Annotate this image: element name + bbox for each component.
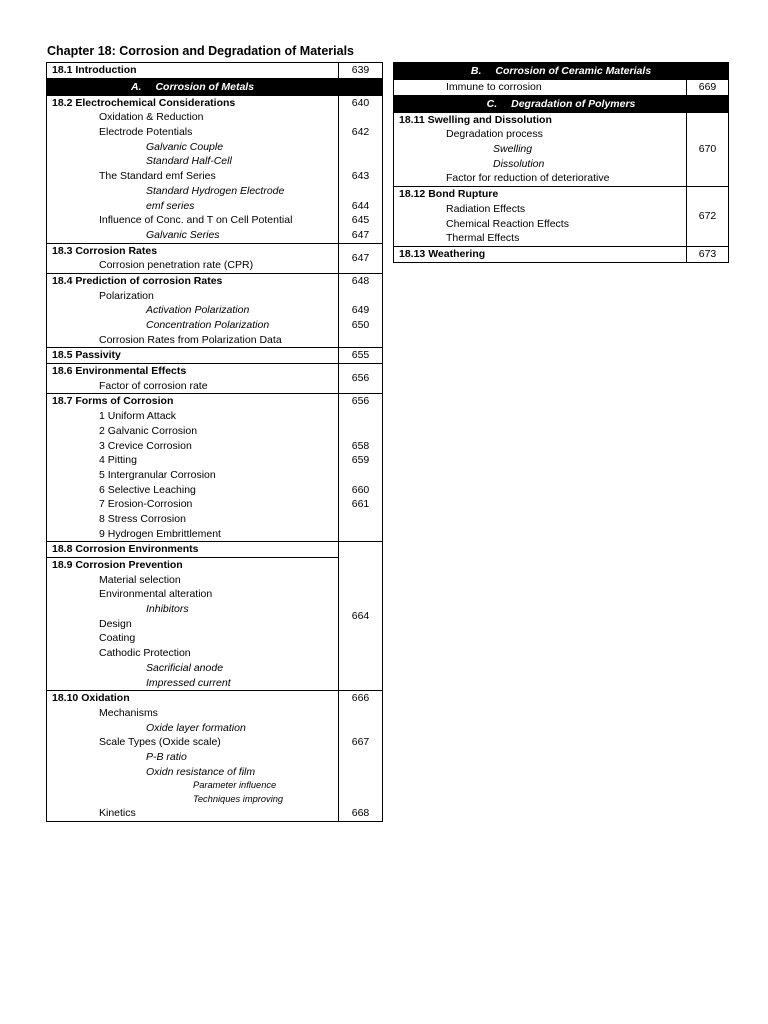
page-number: [339, 184, 382, 199]
page-number: 660: [351, 483, 370, 496]
page-number: [339, 750, 382, 765]
page-number: [339, 333, 382, 348]
page-number: [339, 154, 382, 169]
toc-entry: Environmental alteration: [99, 588, 213, 601]
toc-row-18-6: [47, 364, 383, 394]
part-letter: A.: [130, 80, 142, 93]
toc-entry: Design: [99, 617, 132, 630]
toc-row-18-1: [47, 63, 383, 79]
page-number: 669: [698, 81, 717, 93]
toc-entry: 1 Uniform Attack: [99, 410, 177, 423]
toc-entry: Thermal Effects: [446, 232, 520, 245]
page-number: 656: [351, 372, 370, 385]
part-header-a: [47, 78, 383, 95]
section-heading: 18.3 Corrosion Rates: [52, 244, 158, 257]
page-number: 668: [351, 807, 370, 820]
toc-row-18-4: [47, 273, 383, 347]
toc-subentry: emf series: [146, 199, 195, 212]
page-number: [339, 721, 382, 736]
page-number: 659: [351, 454, 370, 467]
toc-entry: Corrosion penetration rate (CPR): [99, 259, 254, 272]
toc-entry: Kinetics: [99, 807, 136, 820]
page-number: 649: [351, 304, 370, 317]
toc-row-18-7: [47, 394, 383, 542]
section-heading: 18.2 Electrochemical Considerations: [52, 96, 236, 109]
toc-entry: Oxidation & Reduction: [99, 111, 204, 124]
toc-subentry: Standard Hydrogen Electrode: [146, 184, 285, 197]
toc-entry: Scale Types (Oxide scale): [99, 736, 221, 749]
toc-entry: Degradation process: [446, 128, 543, 141]
page-number: 648: [351, 274, 370, 287]
page-number: 673: [698, 247, 717, 260]
toc-subentry: Standard Half-Cell: [146, 155, 232, 168]
part-title: Corrosion of Ceramic Materials: [495, 65, 652, 77]
page-number: 647: [351, 251, 370, 264]
toc-entry: Factor of corrosion rate: [99, 379, 208, 392]
page-number: 667: [351, 736, 370, 749]
page-number: [339, 706, 382, 721]
toc-row-18-5: [47, 348, 383, 364]
page-number: [339, 512, 382, 527]
page-number: [339, 289, 382, 304]
page-number: 643: [351, 170, 370, 183]
toc-entry: 3 Crevice Corrosion: [99, 439, 192, 452]
toc-subentry: Swelling: [493, 143, 533, 156]
section-heading: 18.9 Corrosion Prevention: [52, 559, 183, 571]
toc-table-metals: [46, 62, 383, 822]
page-number: 644: [351, 199, 370, 212]
section-heading: 18.5 Passivity: [52, 349, 121, 362]
toc-entry: Chemical Reaction Effects: [446, 217, 569, 230]
page-number: 640: [351, 96, 370, 109]
toc-row-18-2: [47, 95, 383, 243]
toc-subentry: Concentration Polarization: [146, 319, 270, 331]
section-heading: 18.7 Forms of Corrosion: [52, 395, 174, 408]
toc-entry: 9 Hydrogen Embrittlement: [99, 527, 221, 540]
page-number: [339, 468, 382, 483]
toc-subentry: Galvanic Couple: [146, 140, 224, 153]
section-heading: 18.6 Environmental Effects: [52, 365, 187, 378]
page-number: 642: [351, 126, 370, 139]
page-number: 661: [351, 498, 370, 511]
toc-entry: Radiation Effects: [446, 202, 526, 215]
toc-table-ceramics-polymers: [393, 62, 729, 263]
toc-entry: Coating: [99, 632, 136, 645]
toc-subentry: Oxidn resistance of film: [146, 765, 256, 778]
page-number: [339, 765, 382, 780]
page-number: [339, 140, 382, 155]
page-number: 645: [351, 214, 370, 227]
section-heading: 18.13 Weathering: [399, 247, 486, 260]
part-header-b: [394, 63, 729, 80]
toc-entry: Corrosion Rates from Polarization Data: [99, 333, 282, 346]
part-title: Degradation of Polymers: [511, 97, 636, 110]
toc-entry: 2 Galvanic Corrosion: [99, 424, 198, 437]
toc-subentry: Sacrificial anode: [146, 661, 224, 674]
toc-entry: Polarization: [99, 289, 154, 302]
toc-row-18-11: [394, 112, 729, 186]
toc-row-18-10: [47, 691, 383, 822]
section-heading: 18.11 Swelling and Dissolution: [399, 113, 552, 126]
section-heading: 18.12 Bond Rupture: [399, 188, 499, 201]
page-number: [339, 409, 382, 424]
toc-entry: Influence of Conc. and T on Cell Potential: [99, 214, 293, 227]
toc-entry: 8 Stress Corrosion: [99, 512, 186, 525]
page-number: 666: [351, 692, 370, 705]
toc-subentry: Galvanic Series: [146, 228, 220, 241]
toc-entry: Electrode Potentials: [99, 126, 193, 139]
page-number: 639: [351, 64, 370, 76]
toc-entry: 6 Selective Leaching: [99, 483, 196, 496]
page-number: 670: [698, 143, 717, 156]
page-number: [339, 527, 382, 542]
toc-subentry: Inhibitors: [146, 603, 189, 616]
toc-subentry: P-B ratio: [146, 750, 187, 763]
page-number: 647: [351, 228, 370, 241]
part-title: Corrosion of Metals: [155, 80, 255, 93]
section-heading: 18.4 Prediction of corrosion Rates: [52, 274, 223, 287]
section-heading: 18.10 Oxidation: [52, 692, 130, 705]
toc-subsubentry: Parameter influence: [193, 780, 277, 791]
page-number: 656: [351, 395, 370, 408]
toc-entry: 5 Intergranular Corrosion: [99, 468, 216, 481]
toc-row-immune: [394, 80, 729, 96]
page-title: Chapter 18: Corrosion and Degradation of Materials: [47, 44, 354, 58]
toc-row-18-3: [47, 243, 383, 273]
page-number: [339, 424, 382, 439]
toc-entry: Cathodic Protection: [99, 647, 191, 660]
page-number: 672: [698, 210, 717, 223]
page-number: 655: [351, 349, 370, 362]
page-number: 664: [351, 609, 370, 622]
page-number: [339, 779, 382, 793]
page-number: 650: [351, 319, 370, 331]
part-letter: B.: [470, 65, 482, 77]
toc-row-18-9: [47, 558, 383, 691]
page-number: 658: [351, 439, 370, 452]
page-number: [339, 110, 382, 125]
toc-subentry: Impressed current: [146, 676, 231, 689]
part-header-c: [394, 95, 729, 112]
toc-subentry: Dissolution: [493, 157, 545, 170]
part-letter: C.: [486, 97, 498, 110]
section-heading: 18.1 Introduction: [52, 64, 137, 76]
toc-subentry: Oxide layer formation: [146, 721, 246, 734]
toc-entry: Factor for reduction of deteriorative: [446, 172, 610, 185]
toc-subentry: Activation Polarization: [146, 304, 250, 317]
toc-entry: Mechanisms: [99, 706, 158, 719]
section-heading: 18.8 Corrosion Environments: [52, 543, 199, 556]
toc-row-18-13: [394, 246, 729, 262]
toc-entry: Immune to corrosion: [446, 81, 542, 93]
toc-subsubentry: Techniques improving: [193, 793, 284, 804]
toc-entry: Material selection: [99, 573, 181, 586]
toc-entry: The Standard emf Series: [99, 170, 216, 183]
toc-row-18-12: [394, 187, 729, 247]
page-number: [339, 793, 382, 807]
toc-entry: 7 Erosion-Corrosion: [99, 498, 193, 511]
toc-entry: 4 Pitting: [99, 454, 137, 467]
toc-row-18-8: [47, 542, 383, 558]
